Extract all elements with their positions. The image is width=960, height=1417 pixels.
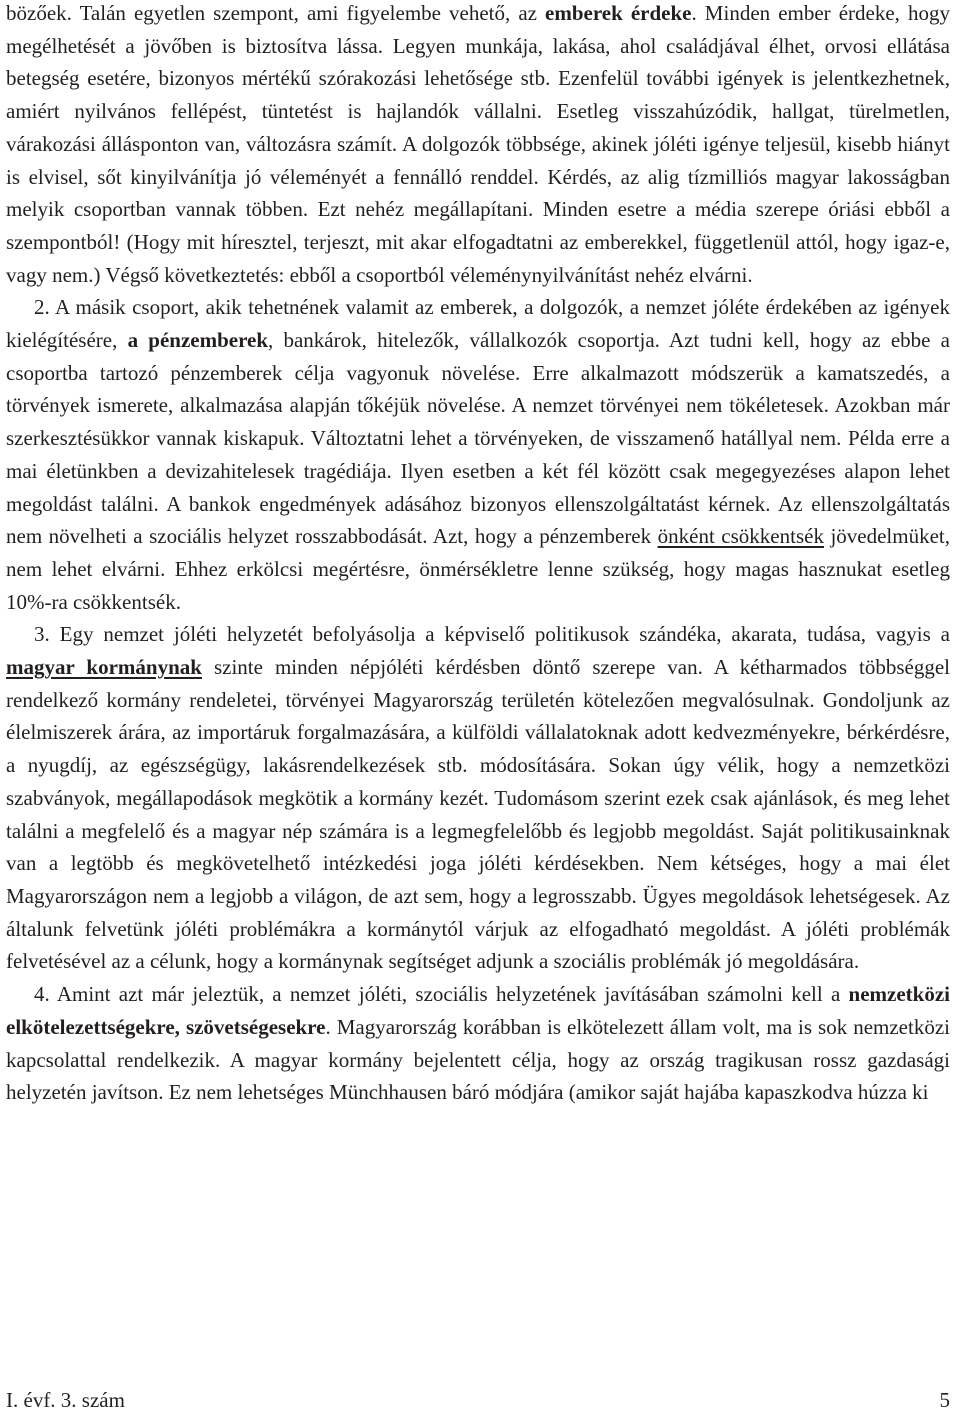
- emphasis-magyar-kormanynak: magyar kormánynak: [6, 655, 202, 680]
- text-segment: bözőek. Talán egyetlen szempont, ami figyelembe vehető, az: [6, 1, 546, 25]
- text-segment: 4. Amint azt már jeleztük, a nemzet jóléti, szociális helyzetének javításában számolni kell a: [34, 982, 849, 1007]
- emphasis-emberek-erdeke: emberek érdeke: [545, 1, 692, 25]
- text-segment: . Minden ember érdeke, hogy megélhetését a jövőben is biztosítva lássa. Legyen munkája, lakása, ahol családjával élhet, orvosi ellátása betegség esetére, bizonyos mértékű szórakozási lehetősége stb. Ezenfelül további igények is jelentkezhetnek, amiért nyilvános fellépést, tüntetést is hajlandók vállalni. Esetleg visszahúzódik, hallgat, türelmetlen, várakozási állásponton van, változásra számít. A dolgozók többsége, akinek jóléti igénye teljesül, kisebb hiányt is elvisel, sőt kinyilvánítja jó véleményét a fennálló renddel. Kérdés, az alig tízmilliós magyar lakosságban melyik csoportban vannak többen. Ezt nehéz megállapítani. Minden esetre a média szerepe óriási ebből a szempontból! (Hogy mit híresztel, terjeszt, mit akar elfogadtatni az emberekkel, függetlenül attól, hogy igaz-e, vagy nem.) Végső következtetés: ebből a csoportból véleménynyilvánítást nehéz elvárni.: [6, 1, 950, 287]
- text-segment: jövedelmüket, nem lehet elvárni. Ehhez erkölcsi megértésre, önmérsékletre lenne szükség, hogy magas hasznukat esetleg 10%-ra csökkentsék.: [6, 524, 951, 614]
- underline-onkent-csokkentsek: önként csökkentsék: [657, 524, 824, 549]
- paragraph-1: [6, 0, 950, 291]
- page-footer: [6, 1384, 950, 1416]
- text-segment: 2. A másik csoport, akik tehetnének valamit az emberek, a dolgozók, a nemzet jóléte érdekében az igények kielégítésére,: [6, 295, 950, 353]
- document-page: [6, 0, 950, 1109]
- text-segment: . Magyarország korábban is elkötelezett állam volt, ma is sok nemzetközi kapcsolattal rendelkezik. A magyar kormány bejelentett célja, hogy az ország tragikusan rossz gazdasági helyzetén javítson. Ez nem lehetséges Münchhausen báró módjára (amikor saját hajába kapaszkodva húzza ki: [6, 1014, 950, 1105]
- paragraph-4: [6, 978, 950, 1109]
- emphasis-nemzetkozi-elkotelezettsegek: nemzetközi elkötelezettségekre, szövetségesekre: [6, 982, 950, 1039]
- page-number: 5: [939, 1388, 950, 1412]
- text-segment: szinte minden népjóléti kérdésben döntő szerepe van. A kétharmados többséggel rendelkező kormány rendeletei, törvényei Magyarország területén kötelezően megvalósulnak. Gondoljunk az élelmiszerek árára, az importáruk forgalmazására, a külföldi vállalatoknak adott kedvezményekre, bérkérdésre, a nyugdíj, az egészségügy, lakásrendelkezések stb. módosítására. Sokan úgy vélik, hogy a nemzetközi szabványok, megállapodások megkötik a kormány kezét. Tudomásom szerint ezek csak ajánlások, és meg lehet találni a megfelelő és a magyar nép számára is a legmegfelelőbb és legjobb megoldást. Saját politikusainknak van a legtöbb és megkövetelhető intézkedési joga jóléti kérdésekben. Nem kétséges, hogy a mai élet Magyarországon nem a legjobb a világon, de azt sem, hogy a legrosszabb. Ügyes megoldások lehetségesek. Az általunk felvetünk jóléti problémákra a kormánytól várjuk az elfogadható megoldást. A jóléti problémák felvetésével az a célunk, hogy a kormánynak segítséget adjunk a szociális problémák jó megoldására.: [6, 655, 951, 974]
- issue-label: I. évf. 3. szám: [6, 1388, 125, 1412]
- emphasis-a-penzemberek: a pénzemberek: [127, 328, 269, 353]
- paragraph-2: [6, 291, 950, 618]
- text-segment: 3. Egy nemzet jóléti helyzetét befolyásolja a képviselő politikusok szándéka, akarata, tudása, vagyis a: [34, 622, 950, 647]
- paragraph-3: [6, 618, 950, 978]
- text-segment: , bankárok, hitelezők, vállalkozók csoportja. Azt tudni kell, hogy az ebbe a csoportba tartozó pénzemberek célja vagyonuk növelése. Erre alkalmazott módszerük a kamatszedés, a törvények ismerete, alkalmazása alapján tőkéjük növelése. A nemzet törvényei nem tökéletesek. Azokban már szerkesztésükkor vannak kiskapuk. Változtatni lehet a törvényeken, de visszamenő hatállyal nem. Példa erre a mai életünkben a devizahitelesek tragédiája. Ilyen esetben a két fél között csak megegyezéses alapon lehet megoldást találni. A bankok engedmények adásához bizonyos ellenszolgáltatást kérnek. Az ellenszolgáltatás nem növelheti a szociális helyzet rosszabbodását. Azt, hogy a pénzemberek: [6, 328, 950, 549]
